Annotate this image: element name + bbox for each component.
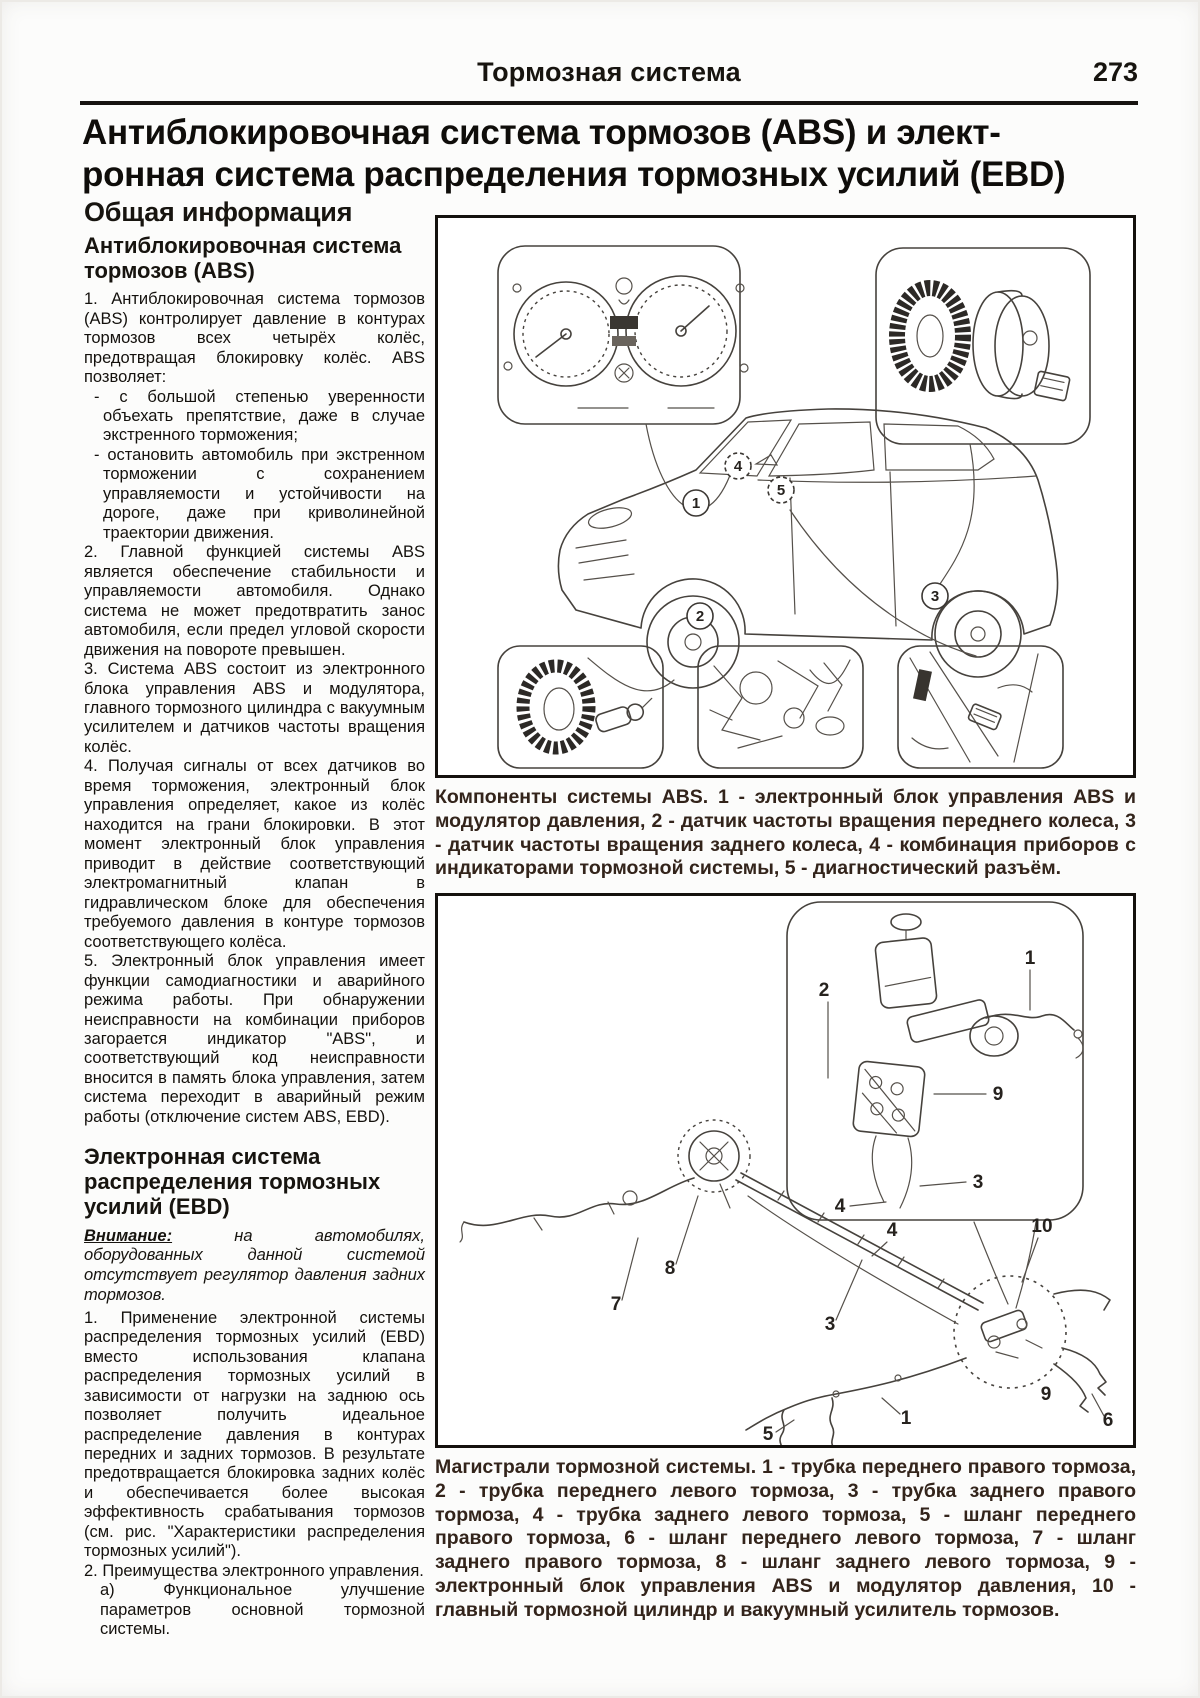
fig2-inset-callout-2: 2 [818, 980, 830, 1001]
fig2-inset-callout-1: 1 [1024, 948, 1036, 969]
abs-paragraph: 5. Электронный блок управления имеет функции самодиагностики и аварийного режима работы. При обнаружении неисправности на комбинации приборов загорается индикатор "ABS", и соответствующий код неисправности вносится в память блока управления, затем система переходит в аварийный режим работы (отключение систем ABS, EBD). [84, 952, 425, 1126]
diagnostic-connector-panel [898, 646, 1063, 768]
master-cylinder-in-situ [980, 1309, 1042, 1358]
figure-brake-lines [435, 893, 1136, 1448]
abs-components-illustration [438, 218, 1133, 775]
abs-bullet: - остановить автомобиль при экстренном торможении с сохранением управляемости и устойчивости на дороге, даже при криволинейной траектории движения. [94, 445, 425, 542]
brake-lines-illustration [438, 896, 1133, 1445]
ebd-section [84, 1144, 425, 1639]
abs-paragraph: 2. Главной функцией системы ABS является обеспечение стабильности и управляемости автомобиля. Однако система не может предотвратить занос автомобиля, если предел угловой скорости движения на повороте превышен. [84, 543, 425, 659]
inset-pointer-lines [974, 1222, 1036, 1308]
abs-paragraph: 1. Антиблокировочная система тормозов (ABS) контролирует давление в контурах тормозов всех четырёх колёс, предотвращая блокировку колёс. ABS позволяет: [84, 290, 425, 387]
warning-label: Внимание: [84, 1226, 173, 1245]
fig2-callout-7: 7 [610, 1294, 622, 1315]
figure1-callouts [683, 453, 948, 629]
instrument-cluster-panel [498, 246, 748, 424]
ebd-paragraph: 1. Применение электронной системы распределения тормозных усилий (EBD) вместо использования клапана распределения тормозных усилий в зависимости от нагрузки на заднюю ось позволяет получить идеальное распределение давления в контурах передних и задних тормозов. В результате предотвращается блокировка задних колёс и обеспечивается более высокая эффективность срабатывания тормозов (см. рис. "Характеристики распределения тормозных усилий"). [84, 1308, 425, 1561]
tone-ring-panel [498, 646, 663, 768]
page-title [82, 112, 1144, 196]
header-rule [80, 101, 1138, 105]
fig1-callout-4: 4 [733, 458, 743, 475]
fig1-callout-2: 2 [695, 608, 705, 625]
abs-paragraph: 4. Получая сигналы от всех датчиков во время торможения, электронный блок управления определяет, какое из колёс находится на грани блокировки. В этот момент электронный блок управления приводит в действие соответствующий электромагнитный клапан в гидравлическом блоке для обеспечения требуемого давления в контуре тормозов соответствующего колёса. [84, 757, 425, 951]
master-cylinder-inset [787, 902, 1083, 1220]
ebd-heading: Электронная система распределения тормозных усилий (EBD) [84, 1144, 381, 1220]
left-column [84, 197, 425, 1640]
abs-bullet: - с большой степенью уверенности объехать препятствие, даже в случае экстренного торможения; [94, 387, 425, 445]
page-title-line-1: Антиблокировочная система тормозов (ABS) и элект- [82, 113, 1001, 152]
fig2-callout-1: 1 [900, 1408, 912, 1429]
ebd-warning [84, 1227, 425, 1306]
fig2-callout-5: 5 [762, 1424, 774, 1445]
fig2-inset-callout-4: 4 [834, 1196, 846, 1217]
fig1-callout-1: 1 [691, 495, 701, 512]
brake-lines [460, 1173, 1110, 1445]
fig2-callout-3: 3 [824, 1314, 836, 1335]
figure1-leader-lines [588, 424, 976, 691]
engine-bay-panel [698, 646, 863, 768]
page-number: 273 [1092, 57, 1138, 87]
figure2-callouts [611, 1196, 1114, 1445]
fig2-inset-callout-3: 3 [972, 1172, 984, 1193]
wheel-sensor-panel [876, 248, 1090, 444]
figure-abs-components [435, 215, 1136, 778]
fig1-callout-5: 5 [776, 482, 786, 499]
figure1-caption: Компоненты системы ABS. 1 - электронный блок управления ABS и модулятор давления, 2 - датчик частоты вращения переднего колеса, 3 - датчик частоты вращения заднего колеса, 4 - комбинация приборов с индикаторами тормозной системы, 5 - диагностический разъём. [435, 786, 1136, 880]
figure2-caption: Магистрали тормозной системы. 1 - трубка переднего правого тормоза, 2 - трубка переднего левого тормоза, 3 - трубка заднего правого тормоза, 4 - трубка заднего левого тормоза, 5 - шланг переднего правого тормоза, 6 - шланг переднего левого тормоза, 7 - шланг заднего правого тормоза, 8 - шланг заднего левого тормоза, 9 - электронный блок управления ABS и модулятор давления, 10 - главный тормозной цилиндр и вакуумный усилитель тормозов. [435, 1456, 1136, 1621]
warning-text: на автомобилях, оборудованных данной системой отсутствует регулятор давления задних тормозов. [84, 1226, 425, 1304]
page-title-line-2: ронная система распределения тормозных усилий (EBD) [82, 155, 1066, 194]
abs-paragraph: 3. Система ABS состоит из электронного блока управления ABS и модулятора, главного тормозного цилиндра с вакуумным усилителем и датчиков частоты вращения колёс. [84, 660, 425, 756]
fig2-callout-6: 6 [1102, 1410, 1114, 1431]
fig2-callout-4: 4 [886, 1220, 898, 1241]
fig2-callout-8: 8 [664, 1258, 676, 1279]
fig1-callout-3: 3 [930, 588, 940, 605]
fig2-callout-9: 9 [1040, 1384, 1052, 1405]
ebd-paragraph: 2. Преимущества электронного управления. [84, 1561, 424, 1580]
ebd-paragraph: а) Функциональное улучшение параметров основной тормозной системы. [100, 1581, 425, 1639]
highlight-circle [954, 1276, 1066, 1388]
fig2-inset-callout-9: 9 [992, 1084, 1004, 1105]
abs-heading: Антиблокировочная система тормозов (ABS) [84, 233, 402, 284]
fig2-callout-10: 10 [1031, 1216, 1053, 1237]
general-info-heading: Общая информация [84, 197, 353, 227]
running-head: Тормозная система [477, 57, 741, 87]
